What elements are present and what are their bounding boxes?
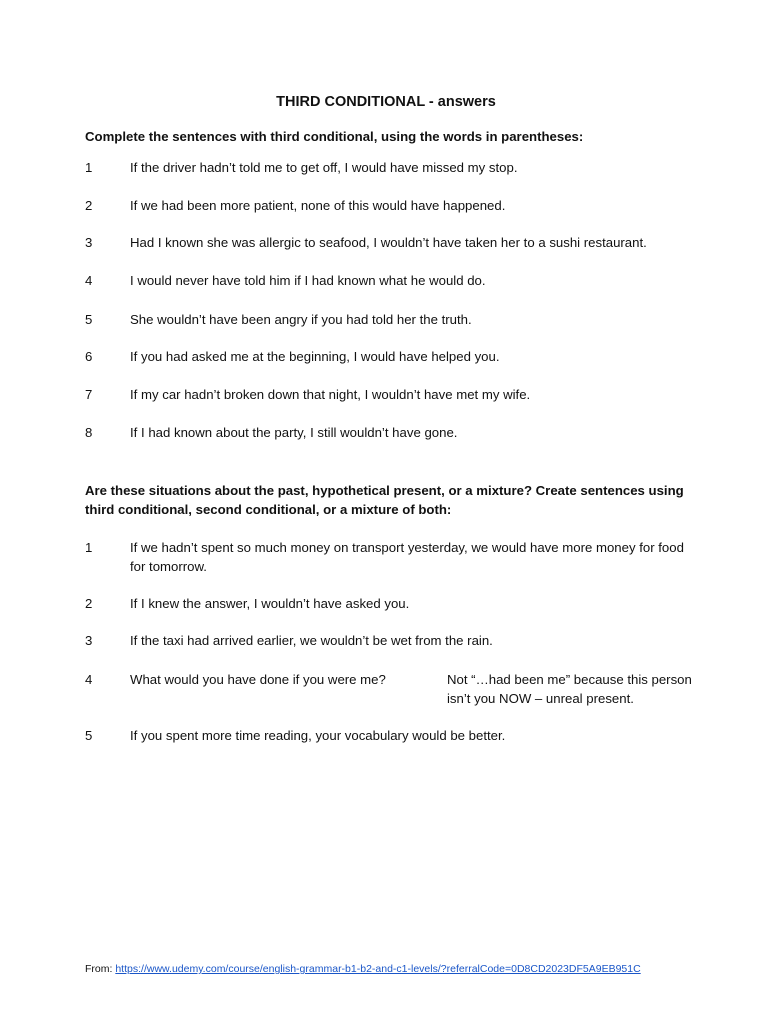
item-number: 3 [85, 235, 93, 250]
item-text: Had I known she was allergic to seafood, I wouldn’t have taken her to a sushi restaurant. [130, 235, 647, 250]
footer-label: From: [85, 963, 116, 975]
item-text: If you had asked me at the beginning, I would have helped you. [130, 349, 500, 364]
item-number: 2 [85, 596, 93, 611]
item-number: 1 [85, 160, 93, 175]
section2-instruction: Are these situations about the past, hypothetical present, or a mixture? Create sentences using third conditional, second conditional, or a mixture of both: [85, 483, 684, 517]
item-number: 5 [85, 728, 93, 743]
item-number: 5 [85, 312, 93, 327]
item-text: If the taxi had arrived earlier, we wouldn’t be wet from the rain. [130, 633, 493, 648]
item-text: If my car hadn’t broken down that night, I wouldn’t have met my wife. [130, 387, 531, 402]
item-number: 1 [85, 540, 93, 555]
item-number: 2 [85, 198, 93, 213]
item-number: 4 [85, 672, 93, 687]
item-number: 8 [85, 425, 93, 440]
source-footer [85, 963, 641, 975]
item-text: She wouldn’t have been angry if you had told her the truth. [130, 312, 472, 327]
item-number: 3 [85, 633, 93, 648]
item-text: If I had known about the party, I still wouldn’t have gone. [130, 425, 458, 440]
item-text: If we hadn’t spent so much money on transport yesterday, we would have more money for food for tomorrow. [130, 540, 684, 574]
item-text: If you spent more time reading, your vocabulary would be better. [130, 728, 506, 743]
item-text: I would never have told him if I had known what he would do. [130, 273, 486, 288]
item-note: Not “…had been me” because this person isn’t you NOW – unreal present. [447, 672, 692, 706]
source-link[interactable]: https://www.udemy.com/course/english-grammar-b1-b2-and-c1-levels/?referralCode=0D8CD2023DF5A9EB951C [115, 963, 641, 975]
item-text: If I knew the answer, I wouldn’t have asked you. [130, 596, 410, 611]
item-text: If we had been more patient, none of this would have happened. [130, 198, 506, 213]
page-title: THIRD CONDITIONAL - answers [276, 94, 496, 110]
item-text: What would you have done if you were me? [130, 672, 386, 687]
item-number: 6 [85, 349, 93, 364]
item-number: 4 [85, 273, 93, 288]
item-text: If the driver hadn’t told me to get off, I would have missed my stop. [130, 160, 518, 175]
item-number: 7 [85, 387, 93, 402]
section1-instruction: Complete the sentences with third conditional, using the words in parentheses: [85, 129, 584, 144]
